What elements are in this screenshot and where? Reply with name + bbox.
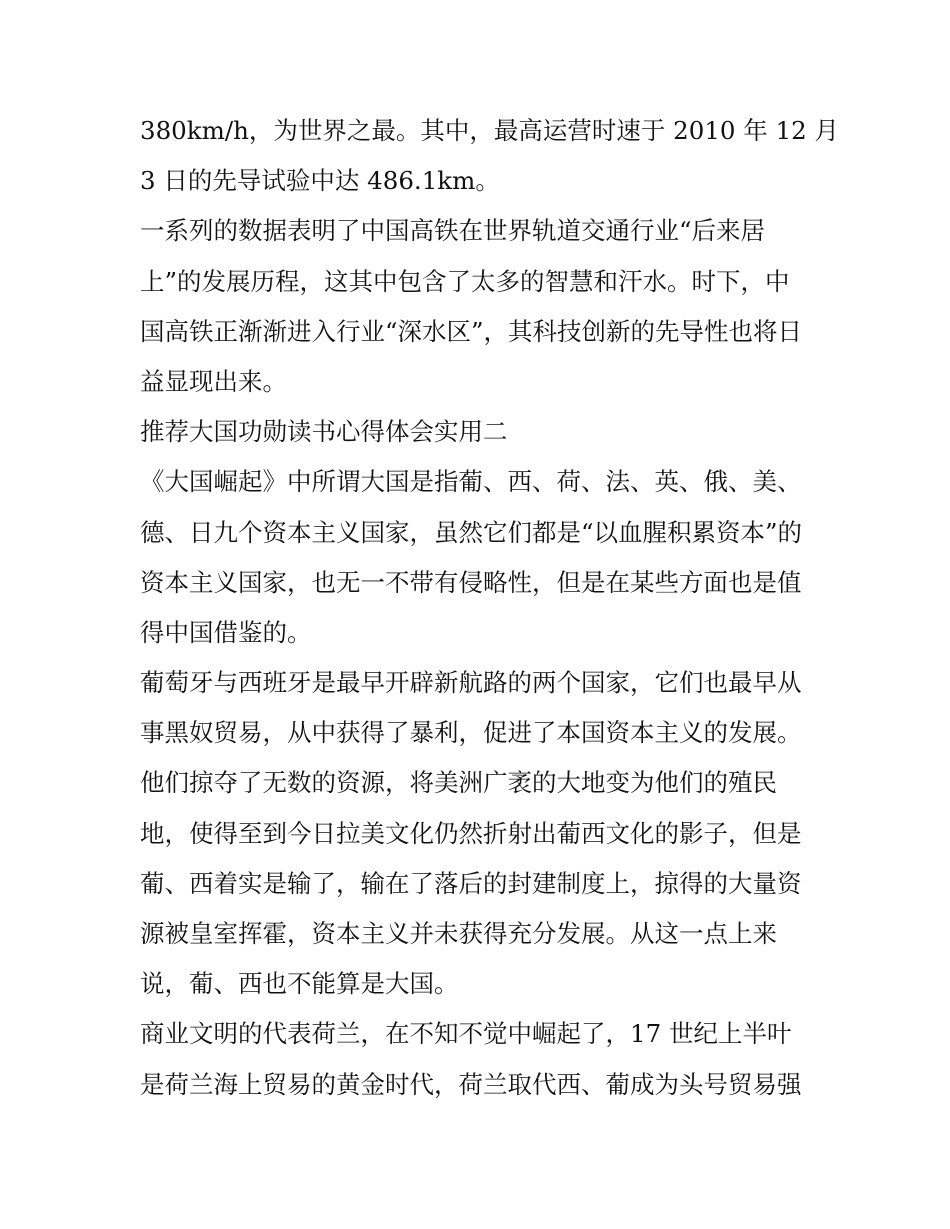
- text-line: 源被皇室挥霍，资本主义并未获得充分发展。从这一点上来: [140, 919, 777, 948]
- text-line: 事黑奴贸易，从中获得了暴利，促进了本国资本主义的发展。: [140, 718, 802, 748]
- text-line: 地，使得至到今日拉美文化仍然折射出葡西文化的影子，但是: [140, 818, 802, 848]
- text-line: 葡萄牙与西班牙是最早开辟新航路的两个国家，它们也最早从: [140, 668, 802, 698]
- text-line: 德、日九个资本主义国家，虽然它们都是“以血腥积累资本”的: [140, 517, 803, 547]
- text-line: 得中国借鉴的。: [140, 617, 312, 647]
- text-line: 《大国崛起》中所谓大国是指葡、西、荷、法、英、俄、美、: [140, 467, 802, 497]
- text-line: 上”的发展历程，这其中包含了太多的智慧和汗水。时下，中: [140, 266, 790, 296]
- text-line: 商业文明的代表荷兰，在不知不觉中崛起了，17 世纪上半叶: [140, 1019, 792, 1049]
- text-line: 3 日的先导试验中达 486.1km。: [140, 166, 500, 196]
- text-line: 益显现出来。: [140, 366, 287, 396]
- text-line: 国高铁正渐渐进入行业“深水区”，其科技创新的先导性也将日: [140, 316, 803, 346]
- text-line: 是荷兰海上贸易的黄金时代，荷兰取代西、葡成为头号贸易强: [140, 1069, 802, 1099]
- text-line: 葡、西着实是输了，输在了落后的封建制度上，掠得的大量资: [140, 868, 802, 898]
- text-line: 一系列的数据表明了中国高铁在世界轨道交通行业“后来居: [140, 216, 766, 246]
- text-line: 他们掠夺了无数的资源，将美洲广袤的大地变为他们的殖民: [140, 768, 777, 798]
- text-line: 说，葡、西也不能算是大国。: [140, 969, 459, 999]
- section-heading: 推荐大国功勋读书心得体会实用二: [140, 417, 508, 447]
- text-line: 380km/h，为世界之最。其中，最高运营时速于 2010 年 12 月: [140, 116, 840, 145]
- document-body: [140, 112, 840, 1116]
- text-line: 资本主义国家，也无一不带有侵略性，但是在某些方面也是值: [140, 567, 802, 597]
